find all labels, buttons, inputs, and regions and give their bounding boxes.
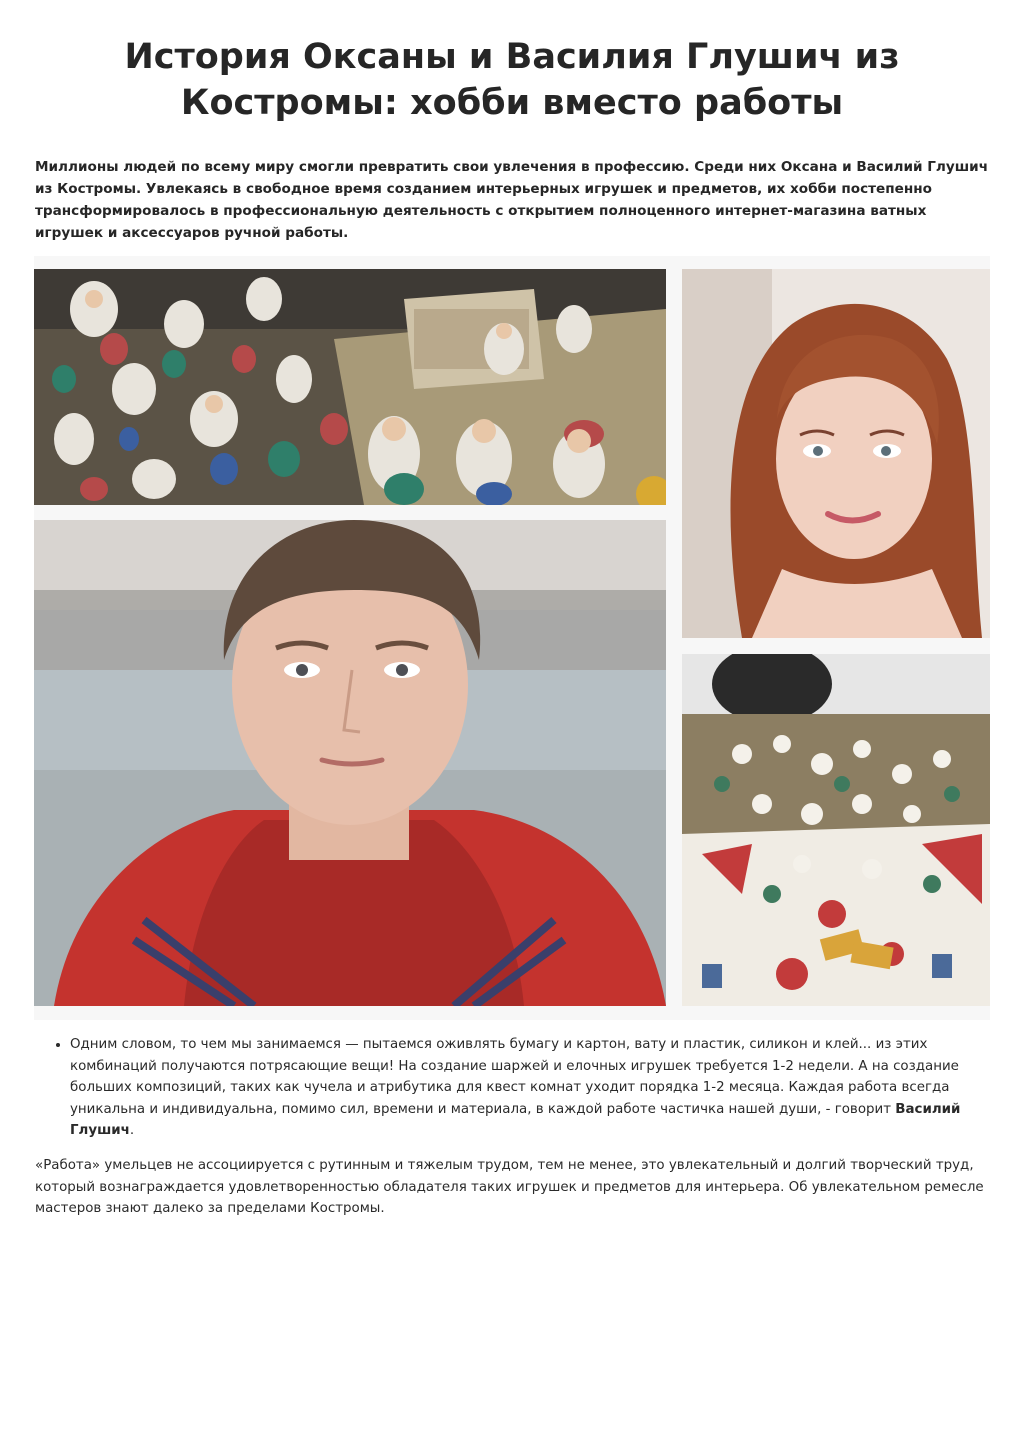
photo-collage — [34, 256, 990, 1020]
article-title: История Оксаны и Василия Глушич из Костромы: хобби вместо работы — [124, 37, 900, 123]
oksana-portrait-photo — [682, 269, 990, 638]
quote-list — [48, 1034, 990, 1142]
quote-text: Одним словом, то чем мы занимаемся — пытаемся оживлять бумагу и картон, вату и пластик, силикон и клей... из этих комбинаций получаются потрясающие вещи! На создание шаржей и елочных игрушек требуется 1-2 недели. А на создание больших композиций, таких как чучела и атрибутика для квест комнат уходит порядка 1-2 месяца. Каждая работа всегда уникальна и индивидуальна, помимо сил, времени и материала, в каждой работе частичка нашей души, - говорит — [70, 1037, 959, 1117]
cotton-toys-photo — [34, 269, 666, 505]
vasily-portrait-photo — [34, 520, 666, 1006]
toys-display-photo — [682, 654, 990, 1006]
article-lead: Миллионы людей по всему миру смогли превратить свои увлечения в профессию. Среди них Оксана и Василий Глушич из Костромы. Увлекаясь в свободное время созданием интерьерных игрушек и предметов, их хобби постепенно трансформировалось в профессиональную деятельность с открытием полноценного интернет-магазина ватных игрушек и аксессуаров ручной работы. — [35, 159, 989, 241]
article-paragraph: «Работа» умельцев не ассоциируется с рутинным и тяжелым трудом, тем не менее, это увлекательный и долгий творческий труд, который вознаграждается удовлетворенностью обладателя таких игрушек и предметов для интерьера. Об увлекательном ремесле мастеров знают далеко за пределами Костромы. — [35, 1158, 984, 1216]
quote-item — [70, 1034, 990, 1142]
quote-end: . — [129, 1123, 135, 1138]
quote-author: Василий Глушич — [70, 1101, 961, 1138]
